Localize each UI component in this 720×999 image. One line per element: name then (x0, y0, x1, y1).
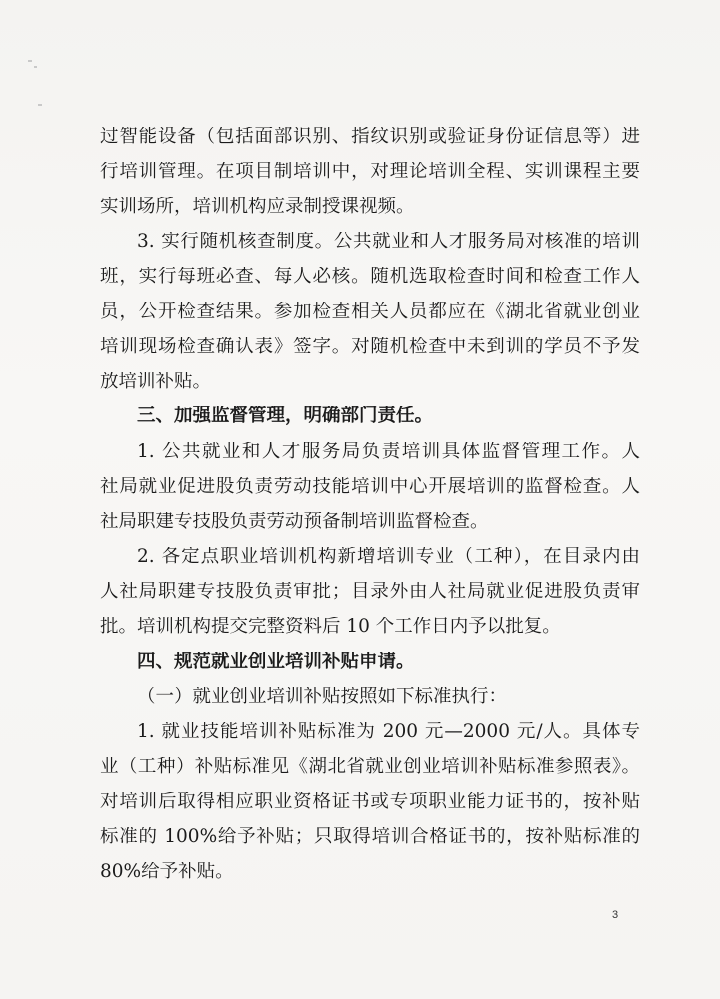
paragraph-line: 对培训后取得相应职业资格证书或专项职业能力证书的，按补贴 (100, 792, 640, 812)
page-number: 3 (612, 909, 619, 921)
paragraph-line: 3. 实行随机核查制度。公共就业和人才服务局对核准的培训 (137, 232, 640, 252)
paragraph-line: 人社局职建专技股负责审批；目录外由人社局就业促进股负责审 (100, 582, 640, 602)
paragraph-line: 批。培训机构提交完整资料后 10 个工作日内予以批复。 (100, 617, 561, 637)
paragraph-line: 员，公开检查结果。参加检查相关人员都应在《湖北省就业创业 (100, 302, 640, 322)
section-heading: 四、规范就业创业培训补贴申请。 (137, 652, 415, 672)
paragraph-line: 1. 公共就业和人才服务局负责培训具体监督管理工作。人 (137, 442, 640, 462)
paragraph-line: 过智能设备（包括面部识别、指纹识别或验证身份证信息等）进 (100, 127, 640, 147)
paragraph-line: 班，实行每班必查、每人必核。随机选取检查时间和检查工作人 (100, 267, 640, 287)
paragraph-line: 行培训管理。在项目制培训中，对理论培训全程、实训课程主要 (100, 162, 640, 182)
scan-speck (28, 60, 32, 62)
paragraph-line: 培训现场检查确认表》签字。对随机检查中未到训的学员不予发 (100, 337, 640, 357)
paragraph-line: 业（工种）补贴标准见《湖北省就业创业培训补贴标准参照表》。 (100, 757, 640, 777)
section-heading: 三、加强监督管理，明确部门责任。 (137, 406, 434, 426)
paragraph-line: 社局就业促进股负责劳动技能培训中心开展培训的监督检查。人 (100, 477, 640, 497)
paragraph-line: 2. 各定点职业培训机构新增培训专业（工种），在目录内由 (137, 547, 640, 567)
paragraph-line: 1. 就业技能培训补贴标准为 200 元—2000 元/人。具体专 (137, 722, 640, 742)
paragraph-line: 实训场所，培训机构应录制授课视频。 (100, 197, 415, 217)
paragraph-line: 80%给予补贴。 (100, 862, 234, 882)
paragraph-line: 社局职建专技股负责劳动预备制培训监督检查。 (100, 512, 489, 532)
scan-speck (34, 66, 37, 68)
paragraph-line: 标准的 100%给予补贴；只取得培训合格证书的，按补贴标准的 (100, 827, 640, 847)
subsection-heading: （一）就业创业培训补贴按照如下标准执行： (137, 687, 508, 707)
paragraph-line: 放培训补贴。 (100, 372, 212, 392)
scan-speck (38, 104, 42, 106)
